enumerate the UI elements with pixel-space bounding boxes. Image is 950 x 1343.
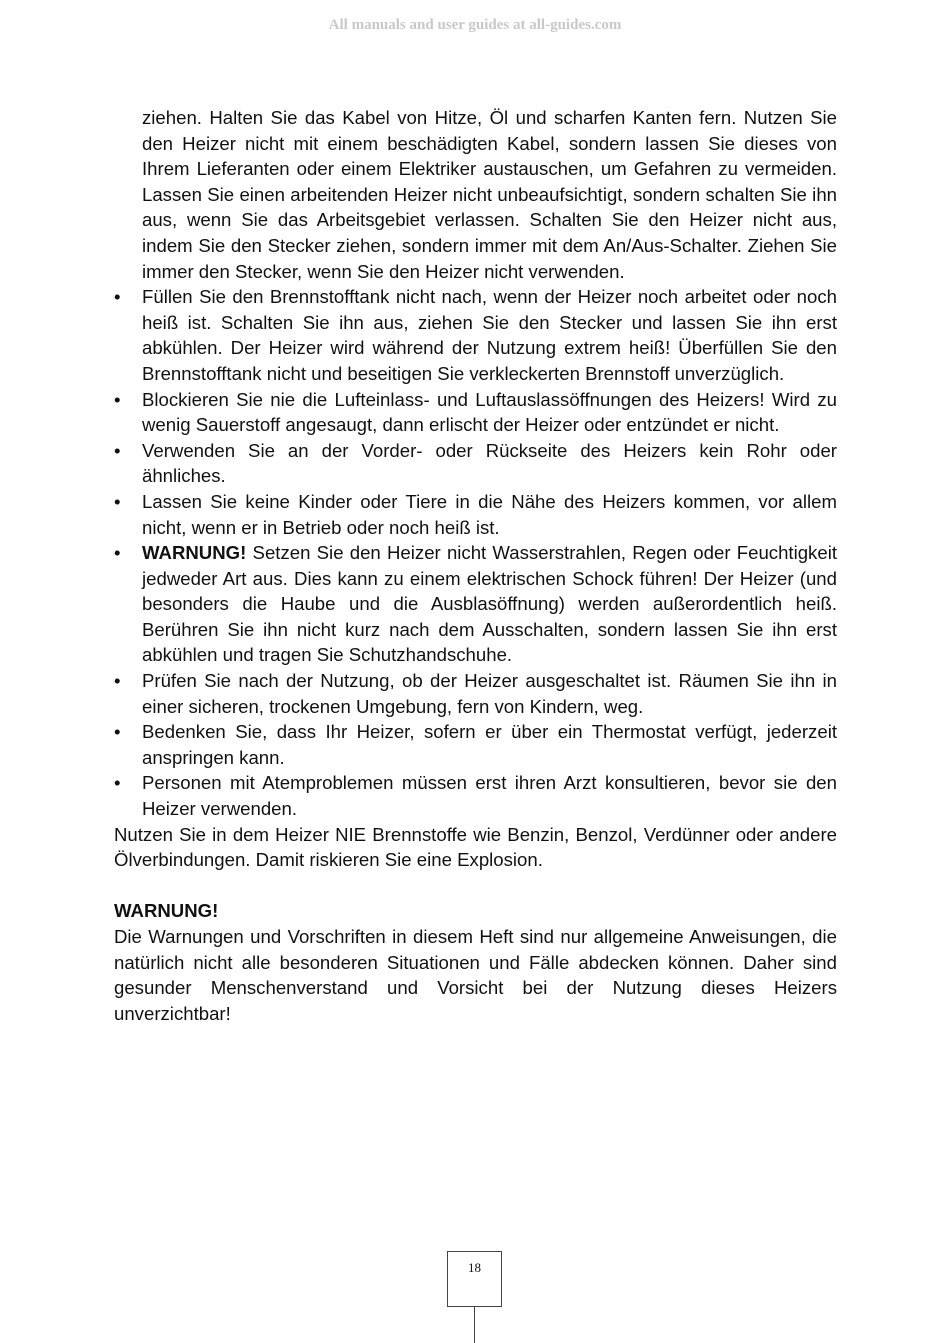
list-item: [114, 719, 837, 770]
bullet-icon: •: [114, 388, 121, 410]
list-item-text: Lassen Sie keine Kinder oder Tiere in die Nähe des Heizers kommen, vor allem nicht, wenn er in Betrieb oder noch heiß ist.: [142, 490, 837, 538]
list-item-text: Bedenken Sie, dass Ihr Heizer, sofern er über ein Thermostat verfügt, jederzeit anspringen kann.: [142, 721, 837, 768]
bullet-icon: •: [114, 490, 121, 512]
watermark-text: All manuals and user guides at all-guides.com: [328, 17, 622, 33]
bullet-icon: •: [114, 439, 121, 461]
page-number-stem: [474, 1306, 475, 1343]
list-item-text: Füllen Sie den Brennstofftank nicht nach, wenn der Heizer noch arbeitet oder noch heiß ist. Schalten Sie ihn aus, ziehen Sie den Stecker und lassen Sie ihn erst abkühlen. Der Heizer wird während der Nutzung extrem heiß! Überfüllen Sie den Brennstofftank nicht und beseitigen Sie verkleckerten Brennstoff unverzüglich.: [142, 286, 837, 384]
warning-lead: WARNUNG!: [142, 542, 247, 564]
list-item-text: Prüfen Sie nach der Nutzung, ob der Heizer ausgeschaltet ist. Räumen Sie ihn in einer sicheren, trockenen Umgebung, fern von Kindern, weg.: [142, 670, 837, 717]
bullet-icon: •: [114, 286, 121, 308]
list-item: [114, 387, 837, 438]
list-item: [114, 668, 837, 719]
warning-heading: WARNUNG!: [114, 900, 219, 922]
warning-paragraph: Die Warnungen und Vorschriften in diesem Heft sind nur allgemeine Anweisungen, die natürlich nicht alle besonderen Situationen und Fälle abdecken können. Daher sind gesunder Menschenverstand und Vorsicht bei der Nutzung dieses Heizers unverzichtbar!: [114, 926, 837, 1024]
list-item-text: Verwenden Sie an der Vorder- oder Rückseite des Heizers kein Rohr oder ähnliches.: [142, 439, 837, 487]
page-number: 18: [447, 1251, 502, 1307]
closing-paragraph: Nutzen Sie in dem Heizer NIE Brennstoffe wie Benzin, Benzol, Verdünner oder andere Ölverbindungen. Damit riskieren Sie eine Explosion.: [114, 823, 837, 871]
bullet-icon: •: [114, 772, 121, 794]
continued-paragraph: ziehen. Halten Sie das Kabel von Hitze, Öl und scharfen Kanten fern. Nutzen Sie den Heizer nicht mit einem beschädigten Kabel, sondern lassen Sie dieses von Ihrem Lieferanten oder einem Elektriker austauschen, um Gefahren zu vermeiden. Lassen Sie einen arbeitenden Heizer nicht unbeaufsichtigt, sondern schalten Sie ihn aus, wenn Sie das Arbeitsgebiet verlassen. Schalten Sie den Heizer nicht aus, indem Sie den Stecker ziehen, sondern immer mit dem An/Aus-Schalter. Ziehen Sie immer den Stecker, wenn Sie den Heizer nicht verwenden.: [142, 107, 837, 282]
list-item: [114, 770, 837, 821]
list-item-text: Setzen Sie den Heizer nicht Wasserstrahlen, Regen oder Feuchtigkeit jedweder Art aus. Dies kann zu einem elektrischen Schock führen! Der Heizer (und besonders die Haube und die Ausblasöffnung) werden außerordentlich heiß. Berühren Sie ihn nicht kurz nach dem Ausschalten, sondern lassen Sie ihn erst abkühlen und tragen Sie Schutzhandschuhe.: [142, 542, 837, 666]
safety-bullet-list: [114, 284, 837, 821]
list-item-text: Blockieren Sie nie die Lufteinlass- und Luftauslassöffnungen des Heizers! Wird zu wenig Sauerstoff angesaugt, dann erlischt der Heizer oder entzündet er nicht.: [142, 388, 837, 436]
list-item: [114, 489, 837, 540]
page-content: [114, 105, 837, 1026]
list-item: [114, 540, 837, 668]
list-item: [114, 284, 837, 386]
list-item-text: Personen mit Atemproblemen müssen erst ihren Arzt konsultieren, bevor sie den Heizer verwenden.: [142, 772, 837, 820]
bullet-icon: •: [114, 542, 121, 564]
list-item: [114, 438, 837, 489]
bullet-icon: •: [114, 721, 121, 743]
bullet-icon: •: [114, 670, 121, 692]
